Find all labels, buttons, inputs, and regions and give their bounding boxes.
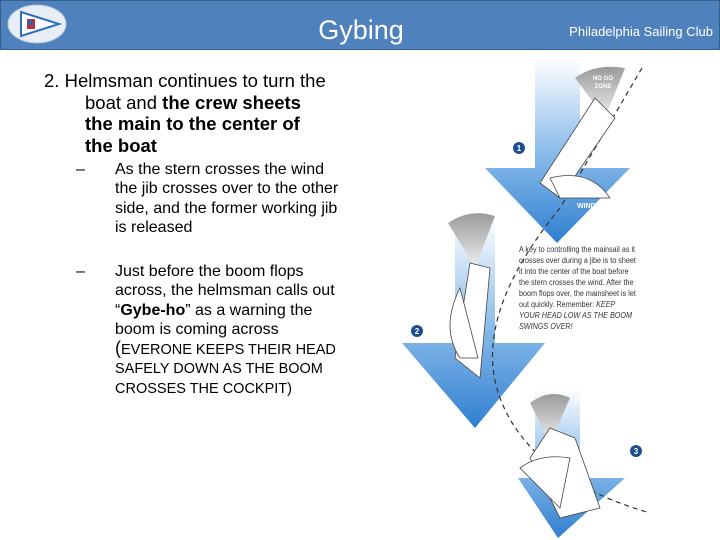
svg-text:2: 2 <box>414 327 420 336</box>
caption-warning: KEEP YOUR HEAD LOW AS THE BOOM SWINGS OVER! <box>519 300 632 331</box>
svg-text:3: 3 <box>633 447 639 456</box>
gybe-ho-call: Gybe-ho <box>120 301 186 319</box>
step-badge-1 <box>513 142 525 154</box>
point-line: the boat <box>85 134 157 156</box>
paren: ( <box>115 338 121 359</box>
bullet-item <box>76 160 346 237</box>
wind-label: WIND <box>577 203 596 210</box>
caption-text: A key to controlling the mainsail as it crosses over during a jibe is to sheet it into the center of the boat before the stern crosses the wind. After the boom flops over, the mainsheet is let out quickly. Remember: <box>519 245 636 309</box>
club-name: Philadelphia Sailing Club <box>569 24 713 39</box>
bullet-caps-text: EVERONE KEEPS THEIR HEAD SAFELY DOWN AS THE BOOM CROSSES THE COCKPIT) <box>115 342 336 397</box>
bullet-dash: – <box>76 161 85 178</box>
point-number: 2. <box>44 70 60 91</box>
main-point <box>44 70 364 156</box>
bullet-dash: – <box>76 263 85 280</box>
slide-header <box>0 0 720 50</box>
point-line: the main to the center of <box>85 113 300 134</box>
no-go-label: ZONE <box>594 84 612 90</box>
point-line: Helmsman continues to turn the <box>64 70 326 91</box>
bullet-text-part: Just before the boom flops across, the helmsman calls out “ <box>115 263 335 319</box>
no-go-label: NO GO <box>592 76 614 82</box>
figure-caption <box>519 244 636 332</box>
bullet-item <box>76 262 346 398</box>
step-badge-3 <box>630 445 642 457</box>
bullet-text <box>115 262 346 398</box>
bullet-text-part: ” as a warning the boom is coming across <box>115 301 313 338</box>
point-text-bold: the crew sheets <box>162 91 301 113</box>
point-line <box>44 92 364 114</box>
boat-3 <box>520 428 600 518</box>
slide-title: Gybing <box>318 15 404 45</box>
point-text: boat and <box>85 91 163 113</box>
bullet-text: As the stern crosses the wind the jib crosses over to the other side, and the former working jib is released <box>115 161 339 236</box>
step-badge-2 <box>411 325 423 337</box>
svg-text:1: 1 <box>516 144 522 153</box>
